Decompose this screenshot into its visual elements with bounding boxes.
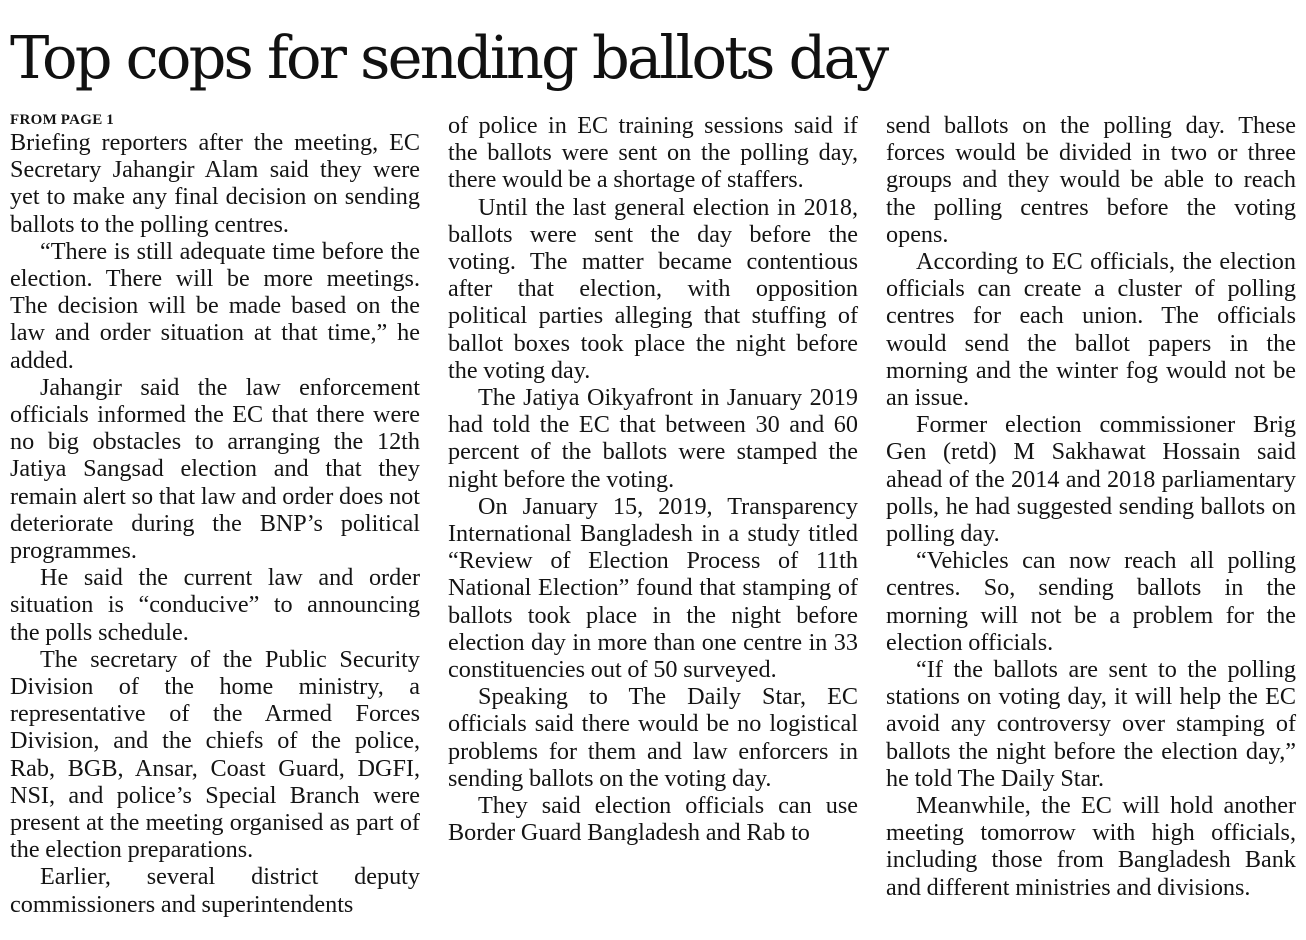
- article-paragraph: Jahangir said the law enforcement officials informed the EC that there were no big obstacles to arranging the 12th Jatiya Sangsad election and that they remain alert so that law and order does not deteriorate during the BNP’s political programmes.: [10, 373, 420, 565]
- article-paragraph: The secretary of the Public Security Division of the home ministry, a representative of the Armed Forces Division, and the chiefs of the police, Rab, BGB, Ansar, Coast Guard, DGFI, NSI, and police’s Special Branch were present at the meeting organised as part of the election preparations.: [10, 645, 420, 864]
- article-paragraph: “Vehicles can now reach all polling centres. So, sending ballots in the morning will not be a problem for the election officials.: [886, 547, 1296, 656]
- article-paragraph: They said election officials can use Border Guard Bangladesh and Rab to: [448, 792, 858, 847]
- article-column-3: [886, 112, 1296, 901]
- article-paragraph: of police in EC training sessions said if the ballots were sent on the polling day, there would be a shortage of staffers.: [448, 112, 858, 194]
- article-paragraph: Earlier, several district deputy commissioners and superintendents: [10, 863, 420, 918]
- article-paragraph: Speaking to The Daily Star, EC officials said there would be no logistical problems for them and law enforcers in sending ballots on the voting day.: [448, 683, 858, 792]
- article-paragraph: Meanwhile, the EC will hold another meeting tomorrow with high officials, including those from Bangladesh Bank and different ministries and divisions.: [886, 792, 1296, 901]
- article-paragraph: He said the current law and order situation is “conducive” to announcing the polls schedule.: [10, 564, 420, 646]
- article-paragraph: The Jatiya Oikyafront in January 2019 had told the EC that between 30 and 60 percent of the ballots were stamped the night before the voting.: [448, 384, 858, 493]
- article-paragraph: On January 15, 2019, Transparency International Bangladesh in a study titled “Review of Election Process of 11th National Election” found that stamping of ballots took place in the night before election day in more than one centre in 33 constituencies out of 50 surveyed.: [448, 492, 858, 684]
- article-column-1: [10, 109, 420, 918]
- headline: Top cops for sending ballots day: [10, 23, 887, 92]
- continuation-kicker: FROM PAGE 1: [10, 112, 115, 128]
- article-paragraph: “If the ballots are sent to the polling stations on voting day, it will help the EC avoid any controversy over stamping of ballots the night before the election day,” he told The Daily Star.: [886, 656, 1296, 792]
- article-paragraph: Briefing reporters after the meeting, EC Secretary Jahangir Alam said they were yet to make any final decision on sending ballots to the polling centres.: [10, 129, 420, 238]
- article-paragraph: “There is still adequate time before the election. There will be more meetings. The decision will be made based on the law and order situation at that time,” he added.: [10, 237, 420, 374]
- article-paragraph: send ballots on the polling day. These forces would be divided in two or three groups and they would be able to reach the polling centres before the voting opens.: [886, 112, 1296, 248]
- article-paragraph: According to EC officials, the election officials can create a cluster of polling centres for each union. The officials would send the ballot papers in the morning and the winter fog would not be an issue.: [886, 248, 1296, 412]
- article-paragraph: Former election commissioner Brig Gen (retd) M Sakhawat Hossain said ahead of the 2014 and 2018 parliamentary polls, he had suggested sending ballots on polling day.: [886, 411, 1296, 548]
- article-column-2: [448, 112, 858, 846]
- article-paragraph: Until the last general election in 2018, ballots were sent the day before the voting. The matter became contentious after that election, with opposition political parties alleging that stuffing of ballot boxes took place the night before the voting day.: [448, 193, 858, 384]
